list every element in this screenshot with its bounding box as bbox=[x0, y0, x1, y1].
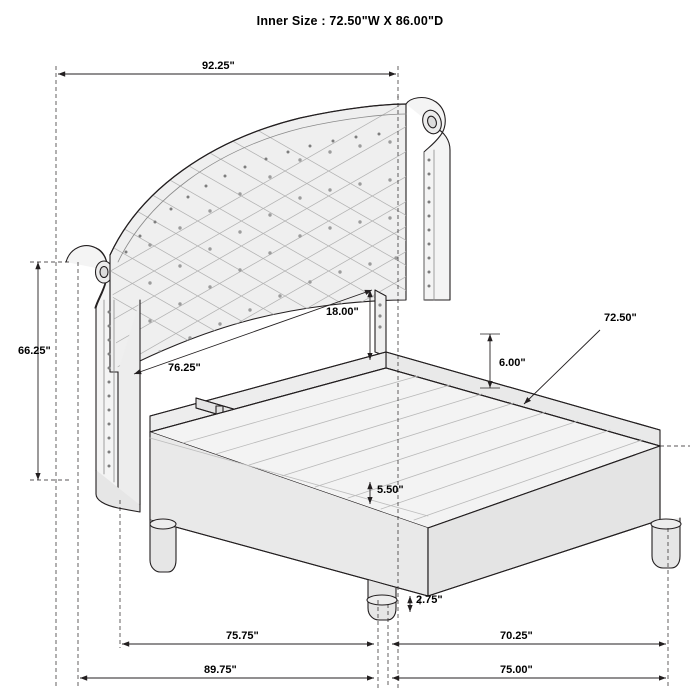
dimension-bottom-right-run: 70.25" bbox=[500, 630, 533, 642]
dimension-headboard-total-height: 66.25" bbox=[18, 345, 51, 357]
dimension-headboard-panel-width: 76.25" bbox=[168, 362, 201, 374]
dimension-bottom-overall-left: 89.75" bbox=[204, 664, 237, 676]
dimension-top-overall-width: 92.25" bbox=[202, 60, 235, 72]
dimension-foot-clearance: 2.75" bbox=[416, 594, 443, 606]
dimension-slat-thickness: 5.50" bbox=[377, 484, 404, 496]
page-title: Inner Size : 72.50"W X 86.00"D bbox=[256, 14, 444, 28]
dimension-headboard-to-rail: 18.00" bbox=[326, 306, 359, 318]
dimension-rail-height: 6.00" bbox=[499, 357, 526, 369]
dimension-bottom-left-run: 75.75" bbox=[226, 630, 259, 642]
dimension-inner-mattress-width: 72.50" bbox=[604, 312, 637, 324]
dimension-bottom-overall-right: 75.00" bbox=[500, 664, 533, 676]
